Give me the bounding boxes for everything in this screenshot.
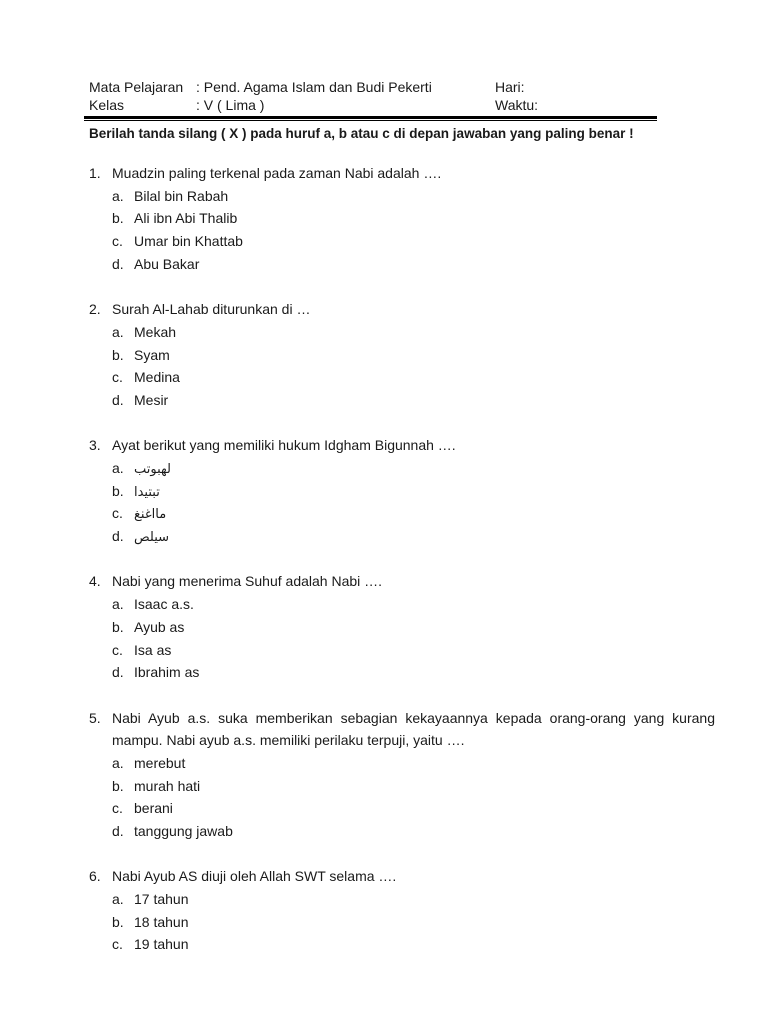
answer-option[interactable] — [89, 230, 715, 253]
question-number: 6. — [89, 868, 101, 885]
option-letter: c. — [112, 233, 123, 250]
question-list — [89, 162, 715, 979]
subject-value: : Pend. Agama Islam dan Budi Pekerti — [196, 79, 432, 95]
question-number: 3. — [89, 437, 101, 454]
answer-option[interactable] — [89, 502, 715, 525]
question-item — [89, 865, 715, 956]
question-number: 2. — [89, 301, 101, 318]
header-divider-thick — [84, 116, 657, 119]
option-letter: b. — [112, 618, 124, 635]
question-stem — [89, 298, 715, 321]
day-label: Hari: — [495, 79, 525, 95]
option-text: berani — [134, 800, 173, 817]
option-letter: b. — [112, 777, 124, 794]
question-text: Nabi yang menerima Suhuf adalah Nabi …. — [112, 573, 383, 590]
time-label: Waktu: — [495, 97, 539, 113]
question-item — [89, 298, 715, 411]
answer-option[interactable] — [89, 661, 715, 684]
answer-option[interactable] — [89, 933, 715, 956]
answer-option[interactable] — [89, 185, 715, 208]
question-stem — [89, 865, 715, 888]
option-letter: c. — [112, 936, 123, 953]
option-letter: a. — [112, 323, 124, 340]
option-text: Umar bin Khattab — [134, 233, 243, 250]
option-text: murah hati — [134, 777, 201, 794]
worksheet-header — [89, 78, 659, 114]
question-number: 1. — [89, 165, 101, 181]
option-letter: c. — [112, 505, 123, 522]
instruction-text: Berilah tanda silang ( X ) pada huruf a, b atau c di depan jawaban yang paling benar ! — [89, 126, 634, 141]
answer-option[interactable] — [89, 797, 715, 820]
header-divider-thin — [84, 120, 657, 121]
option-letter: a. — [112, 187, 124, 204]
answer-option[interactable] — [89, 616, 715, 639]
answer-option[interactable] — [89, 344, 715, 367]
question-item — [89, 570, 715, 683]
question-text: Ayat berikut yang memiliki hukum Idgham Bigunnah …. — [112, 437, 456, 454]
option-text: Medina — [134, 369, 180, 386]
option-letter: d. — [112, 528, 124, 545]
answer-option[interactable] — [89, 775, 715, 798]
question-number: 5. — [89, 709, 101, 726]
option-letter: c. — [112, 641, 123, 658]
option-letter: d. — [112, 255, 124, 272]
answer-option[interactable] — [89, 207, 715, 230]
option-letter: b. — [112, 210, 124, 227]
option-text: Ayub as — [134, 618, 185, 635]
question-number: 4. — [89, 573, 101, 590]
option-letter: d. — [112, 823, 124, 840]
option-letter: a. — [112, 754, 124, 771]
option-letter: a. — [112, 596, 124, 613]
class-label: Kelas — [89, 97, 125, 113]
question-stem — [89, 434, 715, 457]
option-text: مااغنغ — [134, 507, 167, 523]
question-text: Nabi Ayub a.s. suka memberikan sebagian kekayaannya kepada orang-orang yang kurang mampu. Nabi ayub a.s. memiliki perilaku terpuji, yaitu …. — [112, 709, 715, 749]
question-text: Surah Al-Lahab diturunkan di … — [112, 301, 311, 318]
option-letter: b. — [112, 482, 124, 499]
answer-option[interactable] — [89, 639, 715, 662]
option-text: Bilal bin Rabah — [134, 187, 229, 204]
option-text: Ibrahim as — [134, 664, 200, 681]
option-text: Syam — [134, 346, 170, 363]
option-letter: a. — [112, 459, 124, 476]
answer-option[interactable] — [89, 253, 715, 276]
answer-option[interactable] — [89, 593, 715, 616]
answer-option[interactable] — [89, 525, 715, 548]
option-text: Isa as — [134, 641, 172, 658]
question-item — [89, 707, 715, 843]
answer-option[interactable] — [89, 911, 715, 934]
option-letter: d. — [112, 391, 124, 408]
header-row-subject — [89, 78, 659, 96]
option-text: 18 tahun — [134, 913, 189, 930]
option-text: 19 tahun — [134, 936, 189, 953]
option-letter: c. — [112, 800, 123, 817]
question-stem — [89, 162, 715, 185]
option-text: tanggung jawab — [134, 823, 233, 840]
answer-option[interactable] — [89, 752, 715, 775]
option-text: Ali ibn Abi Thalib — [134, 210, 238, 227]
answer-option[interactable] — [89, 820, 715, 843]
option-text: سيلص — [134, 530, 170, 546]
option-letter: b. — [112, 913, 124, 930]
option-text: لهبوتب — [134, 461, 171, 477]
question-item — [89, 162, 715, 275]
option-letter: a. — [112, 891, 124, 908]
answer-option[interactable] — [89, 457, 715, 480]
answer-option[interactable] — [89, 480, 715, 503]
option-letter: d. — [112, 664, 124, 681]
option-letter: b. — [112, 346, 124, 363]
class-value: : V ( Lima ) — [196, 97, 265, 113]
option-text: Isaac a.s. — [134, 596, 194, 613]
question-item — [89, 434, 715, 547]
option-text: Mekah — [134, 323, 177, 340]
option-text: Mesir — [134, 391, 169, 408]
question-stem — [89, 570, 715, 593]
subject-label: Mata Pelajaran — [89, 79, 184, 95]
option-letter: c. — [112, 369, 123, 386]
option-text: 17 tahun — [134, 891, 189, 908]
answer-option[interactable] — [89, 389, 715, 412]
question-text: Muadzin paling terkenal pada zaman Nabi adalah …. — [112, 165, 442, 181]
option-text: merebut — [134, 754, 186, 771]
answer-option[interactable] — [89, 366, 715, 389]
question-text: Nabi Ayub AS diuji oleh Allah SWT selama …. — [112, 868, 397, 885]
option-text: Abu Bakar — [134, 255, 200, 272]
header-row-class — [89, 96, 659, 114]
answer-option[interactable] — [89, 888, 715, 911]
question-stem — [89, 707, 715, 752]
answer-option[interactable] — [89, 321, 715, 344]
option-text: تبتيدا — [134, 484, 160, 500]
